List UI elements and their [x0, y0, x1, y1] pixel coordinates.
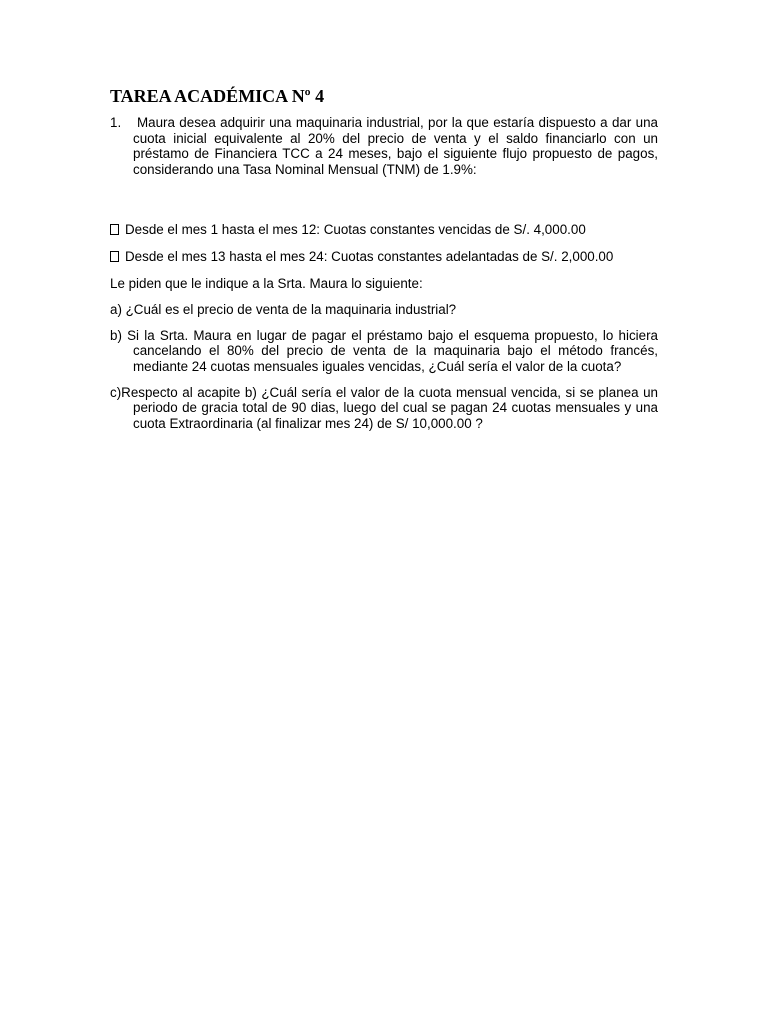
bullet-item-1-text: Desde el mes 1 hasta el mes 12: Cuotas constantes vencidas de S/. 4,000.00 [125, 222, 586, 238]
item-a: a) ¿Cuál es el precio de venta de la maquinaria industrial? [110, 302, 457, 318]
item-b: b) Si la Srta. Maura en lugar de pagar el préstamo bajo el esquema propuesto, lo hiciera cancelando el 80% del precio de venta de la maquinaria bajo el método francés, mediante 24 cuotas mensuales iguales vencidas, ¿Cuál sería el valor de la cuota? [110, 327, 658, 374]
document-page [110, 85, 658, 431]
checkbox-glyph-icon [110, 224, 119, 235]
document-title: TAREA ACADÉMICA Nº 4 [110, 86, 325, 106]
bullet-item-1 [110, 222, 658, 238]
intro-text: Le piden que le indique a la Srta. Maura lo siguiente: [110, 275, 423, 291]
question-1-number: 1. [110, 115, 122, 130]
question-1-text: Maura desea adquirir una maquinaria industrial, por la que estaría dispuesto a dar una cuota inicial equivalente al 20% del precio de venta y el saldo financiarlo con un préstamo de Financiera TCC a 24 meses, bajo el siguiente flujo propuesto de pagos, considerando una Tasa Nominal Mensual (TNM) de 1.9%: [133, 115, 658, 177]
question-1 [110, 115, 658, 177]
checkbox-glyph-icon [110, 251, 119, 262]
item-c: c)Respecto al acapite b) ¿Cuál sería el valor de la cuota mensual vencida, si se planea un periodo de gracia total de 90 dias, luego del cual se pagan 24 cuotas mensuales y una cuota Extraordinaria (al finalizar mes 24) de S/ 10,000.00 ? [110, 384, 658, 431]
bullet-item-2 [110, 249, 658, 265]
bullet-item-2-text: Desde el mes 13 hasta el mes 24: Cuotas constantes adelantadas de S/. 2,000.00 [125, 248, 614, 264]
